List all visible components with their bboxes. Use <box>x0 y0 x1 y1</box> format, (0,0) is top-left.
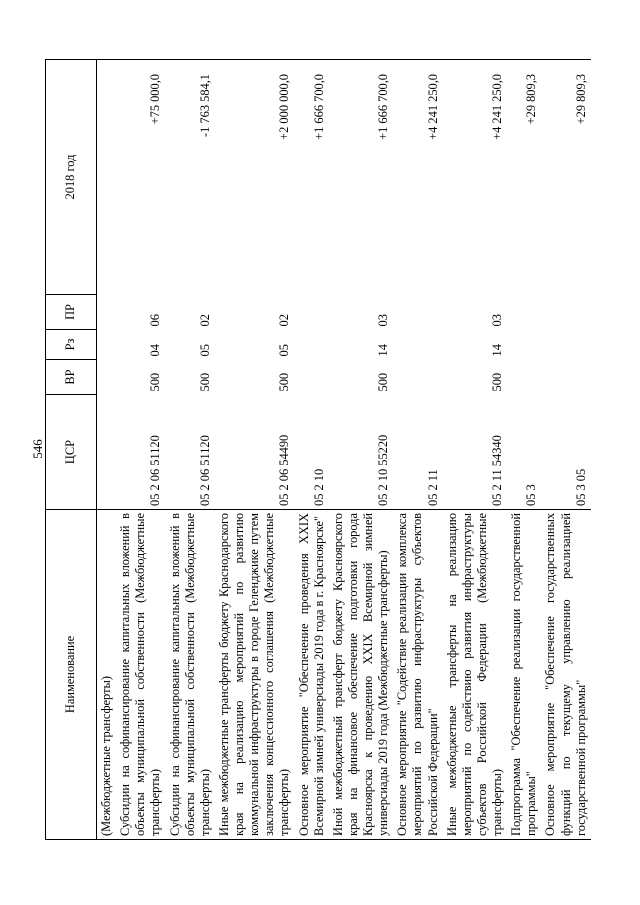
cell-csr: 05 2 10 <box>311 468 326 506</box>
cell-name: Основное мероприятие "Обеспечение государственных функций по текущему управлению реализацией государственной программы" <box>541 510 590 840</box>
cell-amount: +4 241 250,0 <box>393 60 442 295</box>
header-vr: ВР <box>46 360 97 395</box>
cell-csr: 05 2 06 54490 <box>277 434 292 506</box>
cell-pr: 03 <box>376 314 391 327</box>
table-row <box>166 60 215 840</box>
cell-rz <box>507 330 541 360</box>
cell-name: Иные межбюджетные трансферты бюджету Краснодарского края на реализацию мероприятий по развитию коммунальной инфраструктуры в городе Геленджике путем заключения концессионного соглашения (Межбюджетные трансферты) <box>215 510 295 840</box>
cell-amount: +1 666 700,0 <box>329 60 394 295</box>
cell-amount: -1 763 584,1 <box>166 60 215 295</box>
cell-rz <box>97 330 117 360</box>
header-name: Наименование <box>46 510 97 840</box>
cell-name: Основное мероприятие "Обеспечение проведения XXIX Всемирной зимней универсиады 2019 года в г. Красноярске" <box>295 510 329 840</box>
cell-vr: 500 <box>197 372 212 392</box>
cell-rz <box>295 330 329 360</box>
cell-csr: 05 2 11 54340 <box>490 435 504 506</box>
cell-vr: 500 <box>376 372 391 392</box>
cell-rz: 14 <box>376 344 391 357</box>
header-csr: ЦСР <box>46 395 97 510</box>
cell-vr <box>541 360 590 395</box>
cell-amount: +29 809,3 <box>507 60 541 295</box>
cell-pr: 02 <box>197 314 212 327</box>
table-row <box>97 60 117 840</box>
cell-amount: +4 241 250,0 <box>443 60 508 295</box>
table-row <box>116 60 165 840</box>
cell-pr <box>295 295 329 330</box>
cell-name: Основное мероприятие "Содействие реализации комплекса мероприятий по развитию инфраструктуры субъектов Российской Федерации" <box>393 510 442 840</box>
cell-name: Подпрограмма "Обеспечение реализации государственной программы" <box>507 510 541 840</box>
table-row <box>295 60 329 840</box>
cell-vr: 500 <box>490 372 504 392</box>
rotated-page-content <box>45 60 600 840</box>
cell-pr <box>541 295 590 330</box>
table-row <box>443 60 508 840</box>
cell-amount: +75 000,0 <box>116 60 165 295</box>
cell-rz: 05 <box>197 344 212 357</box>
cell-name: Субсидии на софинансирование капитальных вложений в объекты муниципальной собственности (Межбюджетные трансферты) <box>166 510 215 840</box>
cell-pr <box>393 295 442 330</box>
header-pr: ПР <box>46 295 97 330</box>
cell-vr <box>393 360 442 395</box>
cell-pr: 02 <box>277 314 292 327</box>
table-header-row <box>46 60 97 840</box>
cell-pr <box>97 295 117 330</box>
cell-pr: 06 <box>148 314 163 327</box>
header-year: 2018 год <box>46 60 97 295</box>
cell-name: (Межбюджетные трансферты) <box>97 510 117 840</box>
page-number: 546 <box>29 439 45 459</box>
header-rz: Рз <box>46 330 97 360</box>
cell-csr: 05 3 <box>524 484 539 506</box>
cell-rz: 04 <box>148 344 163 357</box>
table-row <box>215 60 295 840</box>
cell-csr <box>97 395 117 510</box>
cell-rz <box>393 330 442 360</box>
cell-vr: 500 <box>148 372 163 392</box>
cell-csr: 05 3 05 <box>573 468 588 506</box>
cell-pr <box>507 295 541 330</box>
cell-pr: 03 <box>490 314 504 327</box>
cell-name: Иной межбюджетный трансферт бюджету Красноярского края на финансовое обеспечение подготовки города Красноярска к проведению XXIX Всемирной зимней универсиады 2019 года (Межбюджетные трансферты) <box>329 510 394 840</box>
cell-amount: +29 809,3 <box>541 60 590 295</box>
cell-rz: 05 <box>277 344 292 357</box>
cell-csr: 05 2 11 <box>425 469 440 506</box>
cell-vr <box>97 360 117 395</box>
table-row <box>541 60 590 840</box>
cell-rz <box>541 330 590 360</box>
cell-vr: 500 <box>277 372 292 392</box>
cell-vr <box>507 360 541 395</box>
cell-amount: +2 000 000,0 <box>215 60 295 295</box>
table-row <box>329 60 394 840</box>
cell-csr: 05 2 06 51120 <box>197 435 212 506</box>
cell-csr: 05 2 06 51120 <box>148 435 163 506</box>
cell-vr <box>295 360 329 395</box>
table-body <box>97 60 591 840</box>
table-row <box>507 60 541 840</box>
cell-amount: +1 666 700,0 <box>295 60 329 295</box>
budget-table <box>45 59 591 840</box>
table-row <box>393 60 442 840</box>
cell-amount <box>97 60 117 295</box>
cell-name: Иные межбюджетные трансферты на реализацию мероприятий по содействию развития инфраструктуры субъектов Российской Федерации (Межбюджетные трансферты) <box>443 510 508 840</box>
cell-rz: 14 <box>490 344 504 357</box>
cell-name: Субсидии на софинансирование капитальных вложений в объекты муниципальной собственности (Межбюджетные трансферты) <box>116 510 165 840</box>
cell-csr: 05 2 10 55220 <box>376 434 391 506</box>
